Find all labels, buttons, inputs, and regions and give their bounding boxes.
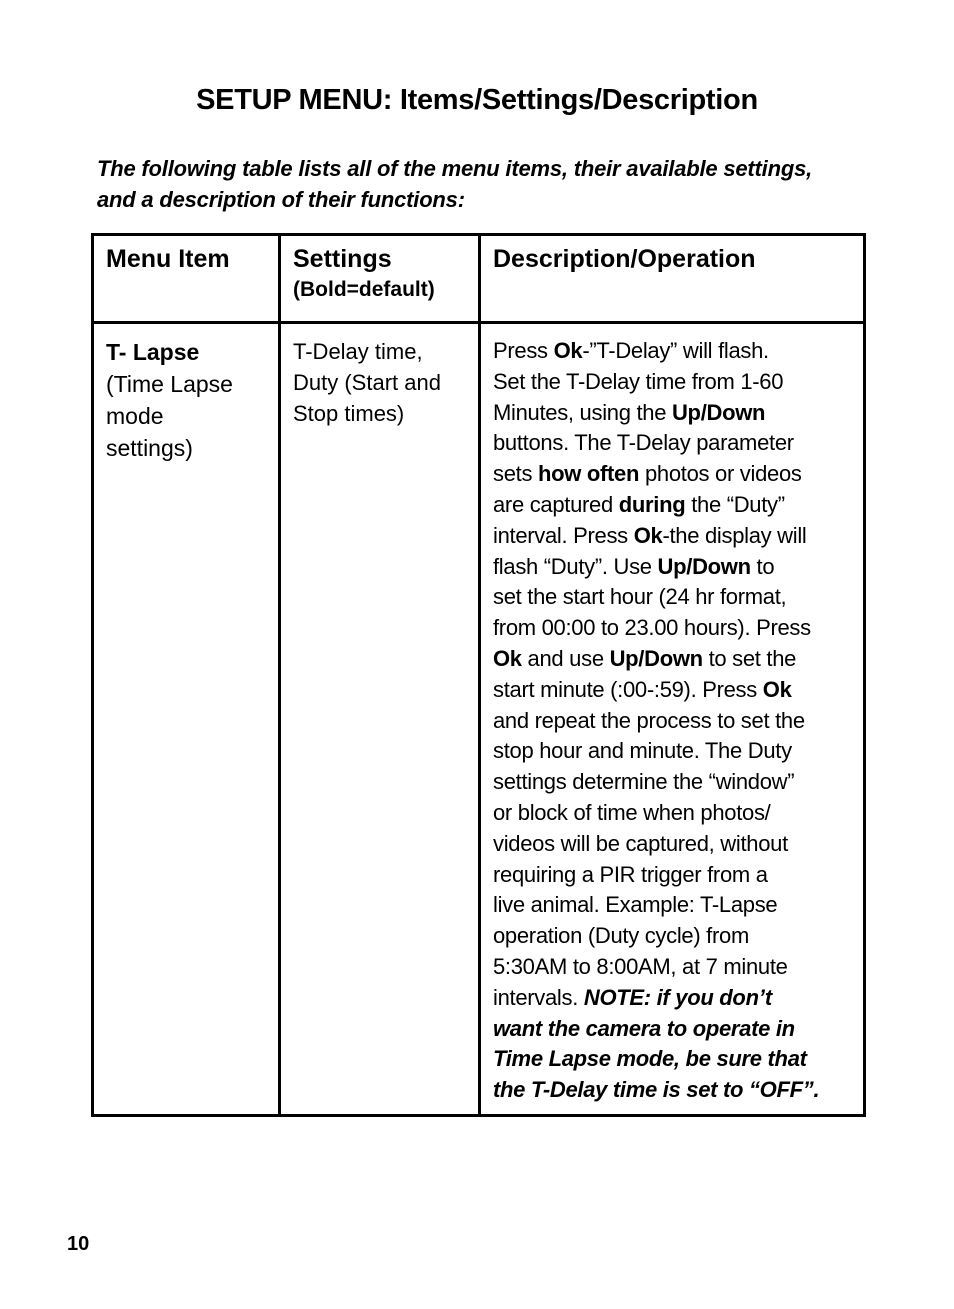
header-settings-label: Settings	[293, 245, 392, 273]
description-line: operation (Duty cycle) from	[493, 923, 749, 949]
description-line: 5:30AM to 8:00AM, at 7 minute	[493, 953, 788, 979]
description-line: intervals. NOTE: if you don’t	[493, 984, 772, 1010]
description-line: Ok and use Up/Down to set the	[493, 645, 797, 671]
page-number: 10	[67, 1233, 90, 1255]
description-line: start minute (:00-:59). Press Ok	[493, 676, 792, 702]
description-line: flash “Duty”. Use Up/Down to	[493, 553, 775, 579]
intro-line: The following table lists all of the menu items, their available settings,	[97, 156, 813, 181]
header-menu-item-label: Menu Item	[106, 245, 230, 273]
description-line: set the start hour (24 hr format,	[493, 584, 787, 610]
table-row	[93, 323, 865, 1116]
menu-item-note: (Time Lapse mode settings)	[106, 371, 233, 461]
header-settings	[280, 235, 480, 323]
description-text	[493, 336, 863, 1114]
description-line: want the camera to operate in	[493, 1015, 795, 1041]
header-description-label: Description/Operation	[493, 245, 756, 273]
description-line: Time Lapse mode, be sure that	[493, 1046, 807, 1072]
description-line: settings determine the “window”	[493, 769, 795, 795]
description-line: Press Ok-”T-Delay” will flash.	[493, 338, 769, 363]
setup-menu-table	[91, 233, 866, 1117]
cell-menu-item	[93, 323, 280, 1116]
description-line: videos will be captured, without	[493, 830, 788, 856]
description-line: from 00:00 to 23.00 hours). Press	[493, 615, 811, 641]
settings-text: T-Delay time, Duty (Start and Stop times)	[293, 339, 441, 426]
header-settings-note: (Bold=default)	[293, 278, 435, 301]
header-description	[480, 235, 865, 323]
description-line: the T-Delay time is set to “OFF”.	[493, 1077, 820, 1103]
description-line: stop hour and minute. The Duty	[493, 738, 792, 764]
description-line: buttons. The T-Delay parameter	[493, 430, 794, 456]
cell-settings	[280, 323, 480, 1116]
description-line: Minutes, using the Up/Down	[493, 399, 766, 425]
description-line: requiring a PIR trigger from a	[493, 861, 768, 887]
table-header-row	[93, 235, 865, 323]
description-line: Set the T-Delay time from 1-60	[493, 368, 784, 394]
description-line: live animal. Example: T-Lapse	[493, 892, 778, 918]
intro-text	[97, 153, 877, 215]
menu-item-name: T- Lapse	[106, 339, 200, 365]
cell-description	[480, 323, 865, 1116]
description-line: or block of time when photos/	[493, 799, 771, 825]
header-menu-item	[93, 235, 280, 323]
description-line: and repeat the process to set the	[493, 707, 805, 733]
description-line: are captured during the “Duty”	[493, 491, 785, 517]
page-title: SETUP MENU: Items/Settings/Description	[196, 84, 758, 116]
intro-line: and a description of their functions:	[97, 187, 465, 212]
description-line: interval. Press Ok-the display will	[493, 522, 807, 548]
description-line: sets how often photos or videos	[493, 461, 802, 487]
